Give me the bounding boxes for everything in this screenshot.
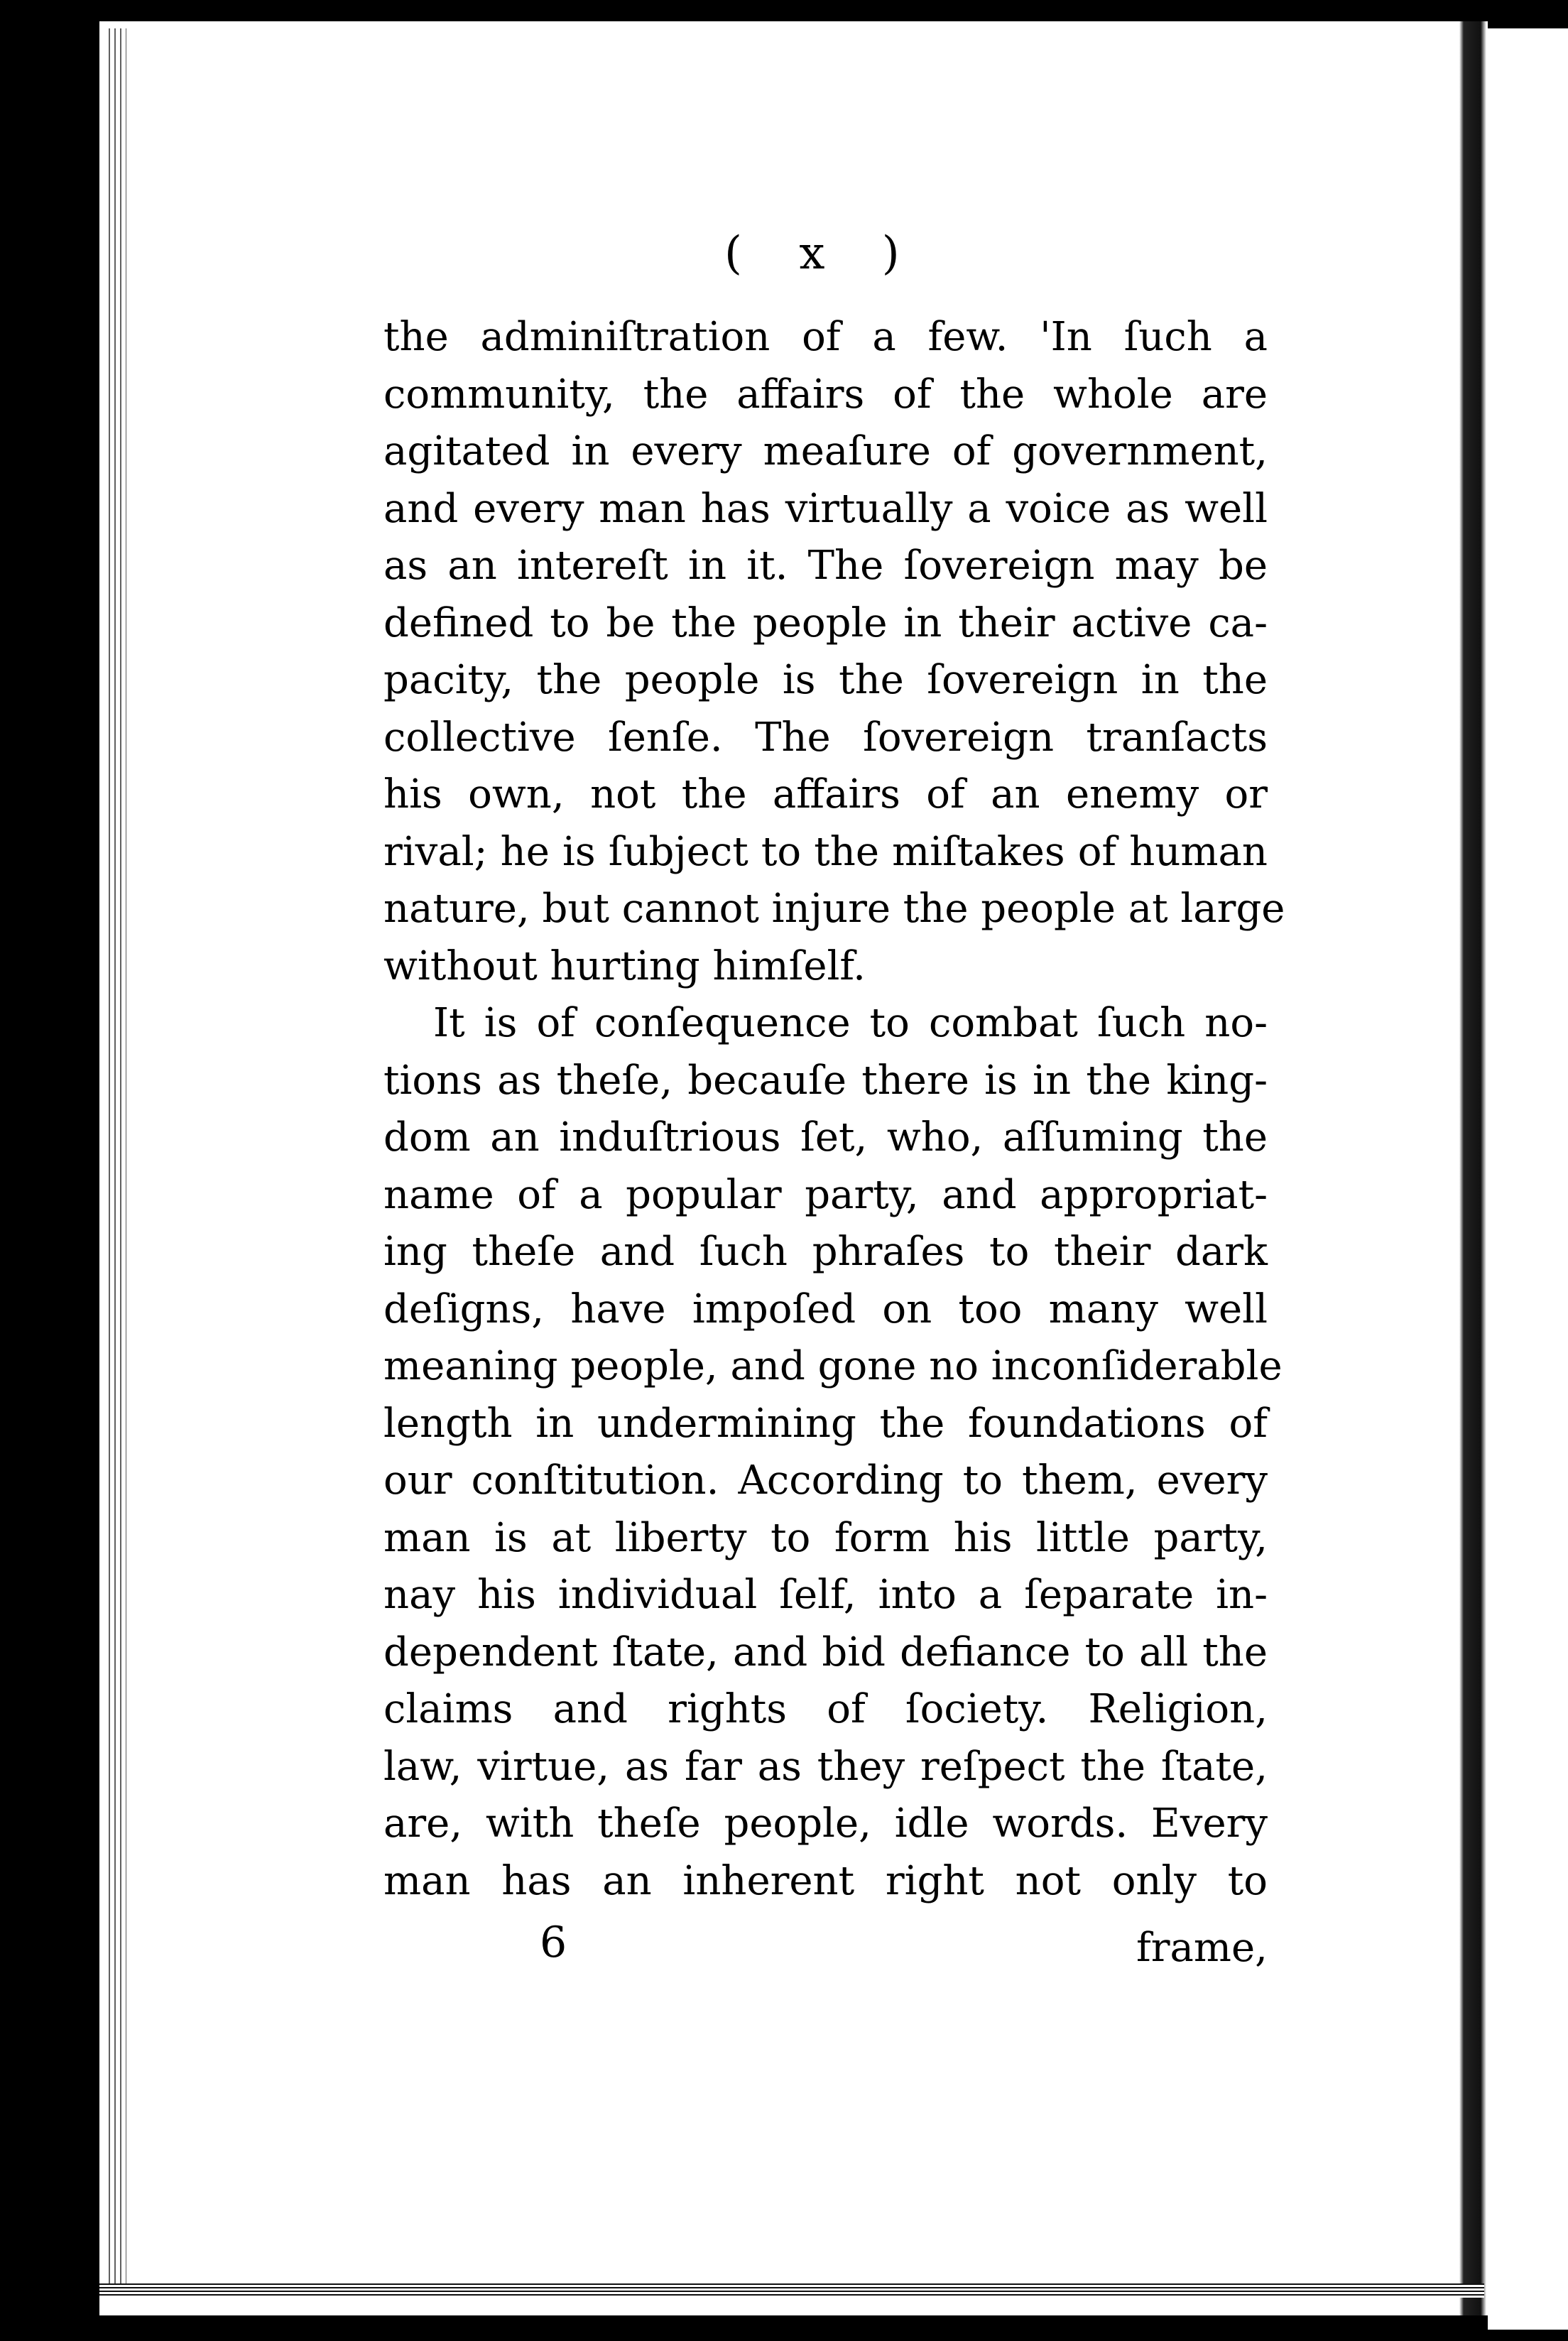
- text-line: nay his individual ſelf, into a ſeparate in-: [383, 1572, 1268, 1618]
- text-line: meaning people, and gone no inconſiderable: [383, 1343, 1283, 1389]
- text-line: man is at liberty to form his little party,: [383, 1514, 1268, 1561]
- text-line: and every man has virtually a voice as well: [383, 485, 1268, 532]
- text-line: dependent ſtate, and bid defiance to all the: [383, 1629, 1268, 1675]
- text-line: dom an induſtrious ſet, who, aſſuming the: [383, 1114, 1268, 1161]
- text-line: claims and rights of ſociety. Religion,: [383, 1686, 1268, 1732]
- text-line: his own, not the affairs of an enemy or: [383, 771, 1268, 818]
- page-gutter: [107, 28, 126, 2287]
- text-line: the adminiſtration of a few. 'In ſuch a: [383, 314, 1268, 360]
- page-number-header: ( x ): [724, 227, 921, 280]
- catchword: frame,: [1136, 1925, 1268, 1971]
- body-text: [383, 309, 1285, 1910]
- facing-page: [1488, 28, 1568, 2330]
- text-line: as an intereſt in it. The ſovereign may be: [383, 543, 1268, 589]
- text-line: It is of conſequence to combat ſuch no-: [433, 1000, 1268, 1046]
- text-line: pacity, the people is the ſovereign in the: [383, 657, 1268, 703]
- text-line: without hurting himſelf.: [383, 943, 866, 989]
- signature-mark: 6: [540, 1918, 567, 1967]
- text-line: man has an inherent right not only to: [383, 1857, 1268, 1904]
- binding-edge: [1459, 21, 1488, 2315]
- text-line: name of a popular party, and appropriat-: [383, 1171, 1268, 1218]
- text-line: ing theſe and ſuch phraſes to their dark: [383, 1229, 1268, 1275]
- text-line: defined to be the people in their active ca-: [383, 599, 1268, 646]
- page-bottom-edge: [99, 2283, 1484, 2298]
- text-line: length in undermining the foundations of: [383, 1400, 1268, 1447]
- text-line: rival; he is ſubject to the miſtakes of human: [383, 828, 1268, 875]
- text-line: are, with theſe people, idle words. Every: [383, 1800, 1268, 1847]
- text-line: collective ſenſe. The ſovereign tranſacts: [383, 714, 1268, 761]
- text-line: law, virtue, as far as they reſpect the ſtate,: [383, 1743, 1268, 1790]
- text-line: deſigns, have impoſed on too many well: [383, 1286, 1268, 1332]
- text-line: community, the affairs of the whole are: [383, 371, 1268, 418]
- text-line: nature, but cannot injure the people at large: [383, 886, 1285, 932]
- text-line: our conſtitution. According to them, every: [383, 1457, 1268, 1504]
- text-line: tions as theſe, becauſe there is in the king-: [383, 1057, 1268, 1104]
- text-line: agitated in every meaſure of government,: [383, 428, 1268, 474]
